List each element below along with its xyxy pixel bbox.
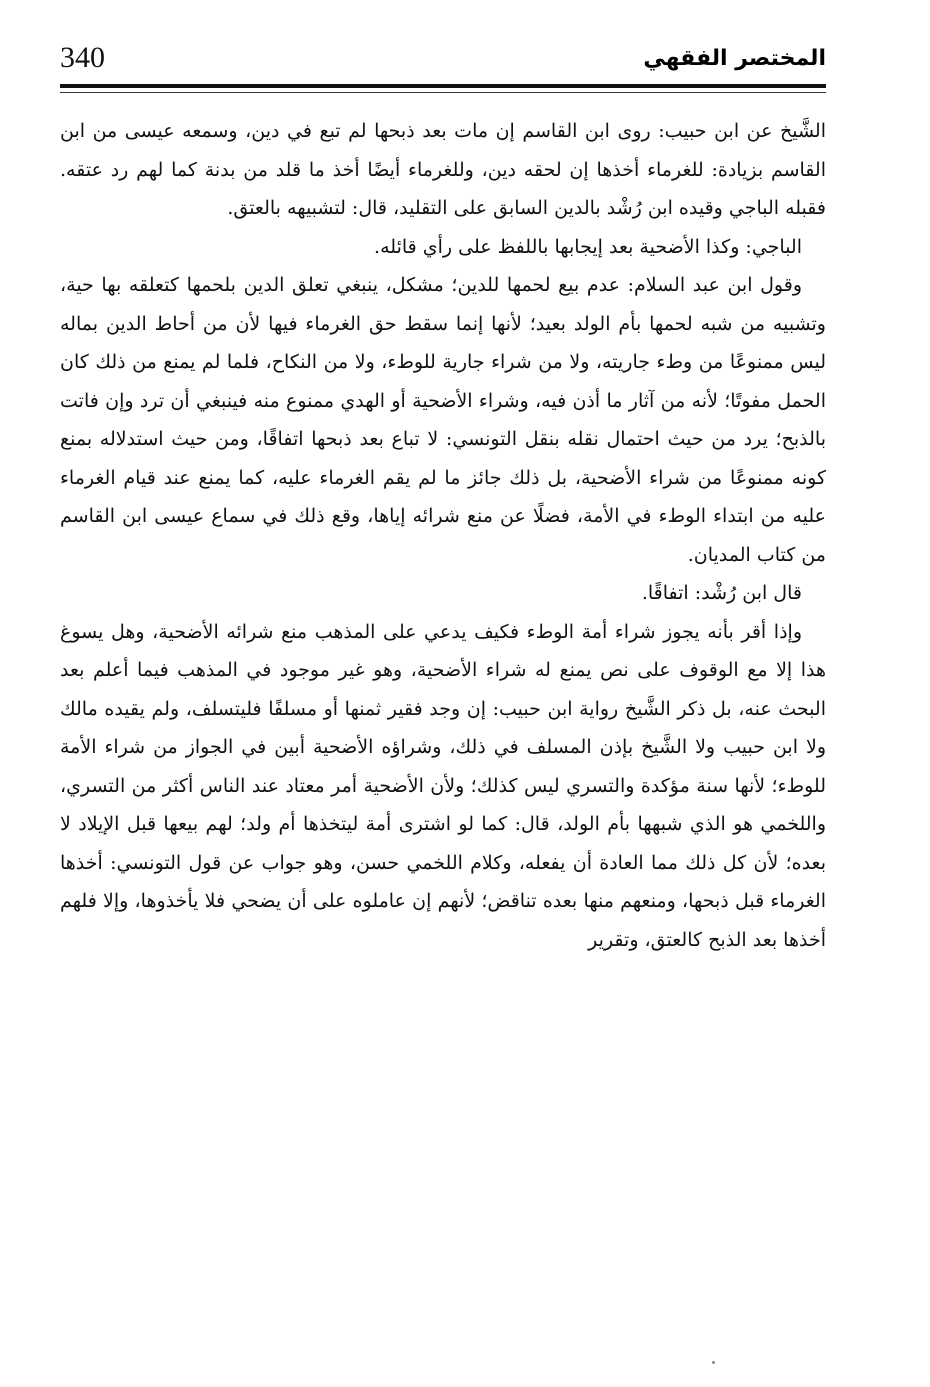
paragraph: وإذا أقر بأنه يجوز شراء أمة الوطء فكيف يدعي على المذهب منع شرائه الأضحية، وهل يسوغ هذا إلا مع الوقوف على نص يمنع له شراء الأضحية، وهو غير موجود في المذهب فيما أعلم بعد البحث عنه، بل ذكر الشَّيخ رواية ابن حبيب: إن وجد فقير ثمنها أو مسلفًا فليتسلف، ولم يقيده مالك ولا ابن حبيب ولا الشَّيخ بإذن المسلف في ذلك، وشراؤه الأضحية أبين في الجواز من شراء الأمة للوطء؛ لأنها سنة مؤكدة والتسري ليس كذلك؛ ولأن الأضحية أمر معتاد عند الناس أكثر من التسري، واللخمي هو الذي شبهها بأم الولد، قال: كما لو اشترى أمة ليتخذها أم ولد؛ لهم بيعها قبل الإيلاد لا بعده؛ لأن كل ذلك مما العادة أن يفعله، وكلام اللخمي حسن، وهو جواب عن قول التونسي: أخذها الغرماء قبل ذبحها، ومنعهم منها بعده تناقض؛ لأنهم إن عاملوه على أن يضحي فلا يأخذوها، وإلا فلهم أخذها بعد الذبح كالعتق، وتقرير [60, 620, 826, 951]
scan-speck [712, 1361, 715, 1364]
running-title: المختصر الفقهي [643, 46, 826, 71]
page-header [60, 36, 826, 80]
paragraph: قال ابن رُشْد: اتفاقًا. [641, 582, 802, 604]
paragraph: الباجي: وكذا الأضحية بعد إيجابها باللفظ على رأي قائله. [374, 235, 802, 258]
paragraph: وقول ابن عبد السلام: عدم بيع لحمها للدين؛ مشكل، ينبغي تعلق الدين بلحمها كتعلقه بها حية، وتشبيه من شبه لحمها بأم الولد بعيد؛ لأنها إنما سقط حق الغرماء فيها لأن من أحاط الدين بماله ليس ممنوعًا من وطء جاريته، ولا من شراء جارية للوطء، ولا من النكاح، فلما لم يمنع من ذلك كان الحمل مفوتًا؛ لأنه من آثار ما أذن فيه، وشراء الأضحية أو الهدي ممنوع منه فينبغي أن ترد وإن فاتت بالذبح؛ يرد من حيث احتمال نقله بنقل التونسي: لا تباع بعد ذبحها اتفاقًا، ومن حيث استدلاله بمنع كونه ممنوعًا من شراء الأضحية، بل ذلك جائز ما لم يقم الغرماء عليه، كما يمنع عند قيام الغرماء عليه من ابتداء الوطء في الأمة، فضلًا عن منع شرائه إياها، وقع ذلك في سماع عيسى ابن القاسم من كتاب المديان. [60, 274, 826, 566]
page-number: 340 [60, 41, 105, 74]
header-rule-thick [60, 84, 826, 88]
body-text [60, 112, 826, 959]
paragraph: الشَّيخ عن ابن حبيب: روى ابن القاسم إن مات بعد ذبحها لم تبع في دين، وسمعه عيسى من ابن القاسم بزيادة: للغرماء أخذها إن لحقه دين، وللغرماء أيضًا أخذ ما قلد من بدنة كما لهم رد عتقه. فقبله الباجي وقيده ابن رُشْد بالدين السابق على التقليد، قال: لتشبيهه بالعتق. [60, 120, 826, 219]
header-rule-thin [60, 92, 826, 93]
